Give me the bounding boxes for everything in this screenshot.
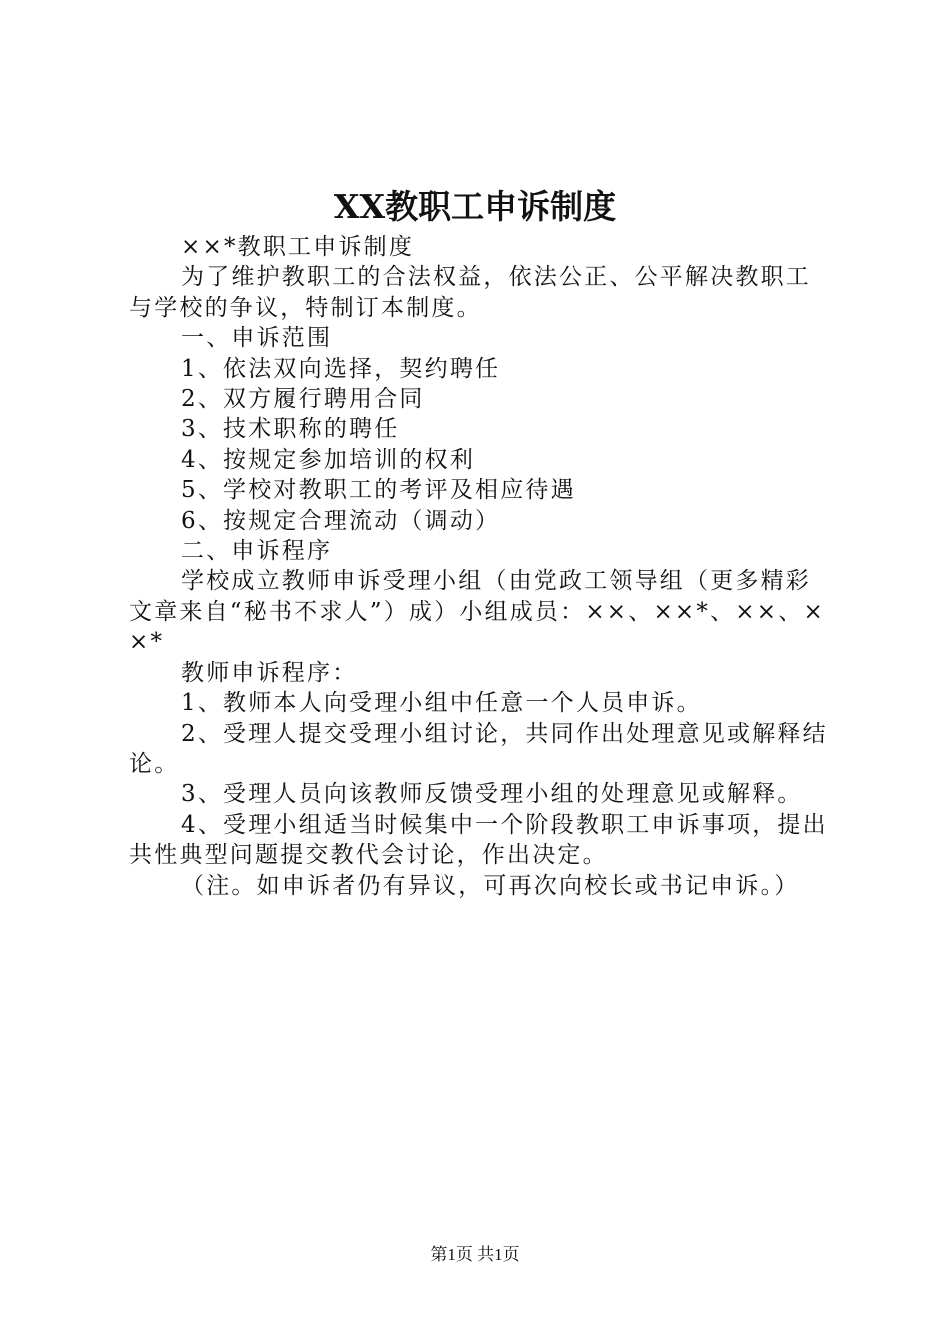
section-heading-procedure: 二、申诉程序 bbox=[181, 538, 333, 565]
document-body bbox=[129, 232, 834, 901]
scope-item-5: 5、学校对教职工的考评及相应待遇 bbox=[181, 477, 576, 504]
paragraph-committee: 学校成立教师申诉受理小组（由党政工领导组（更多精彩文章来自“秘书不求人”）成）小组成员：××、××*、××、××* bbox=[129, 568, 825, 656]
procedure-step-4: 4、受理小组适当时候集中一个阶段教职工申诉事项，提出共性典型问题提交教代会讨论，作出决定。 bbox=[129, 811, 828, 869]
procedure-step-3: 3、受理人员向该教师反馈受理小组的处理意见或解释。 bbox=[181, 781, 803, 808]
scope-item-6: 6、按规定合理流动（调动） bbox=[181, 507, 501, 534]
page-footer: 第1页 共1页 bbox=[430, 1245, 520, 1264]
paragraph-heading: ××*教职工申诉制度 bbox=[181, 234, 415, 260]
scope-item-3: 3、技术职称的聘任 bbox=[181, 416, 400, 443]
scope-item-1: 1、依法双向选择，契约聘任 bbox=[181, 355, 501, 382]
paragraph-purpose: 为了维护教职工的合法权益，依法公正、公平解决教职工与学校的争议，特制订本制度。 bbox=[129, 264, 811, 321]
scope-item-4: 4、按规定参加培训的权利 bbox=[181, 446, 476, 473]
paragraph-note: （注。如申诉者仍有异议，可再次向校长或书记申诉。） bbox=[181, 872, 800, 899]
scope-item-2: 2、双方履行聘用合同 bbox=[181, 386, 425, 413]
procedure-step-1: 1、教师本人向受理小组中任意一个人员申诉。 bbox=[181, 690, 702, 717]
section-heading-scope: 一、申诉范围 bbox=[181, 325, 333, 352]
document-title: XX教职工申诉制度 bbox=[333, 187, 617, 226]
procedure-step-2: 2、受理人提交受理小组讨论，共同作出处理意见或解释结论。 bbox=[129, 720, 828, 777]
procedure-subheading: 教师申诉程序： bbox=[181, 659, 358, 686]
